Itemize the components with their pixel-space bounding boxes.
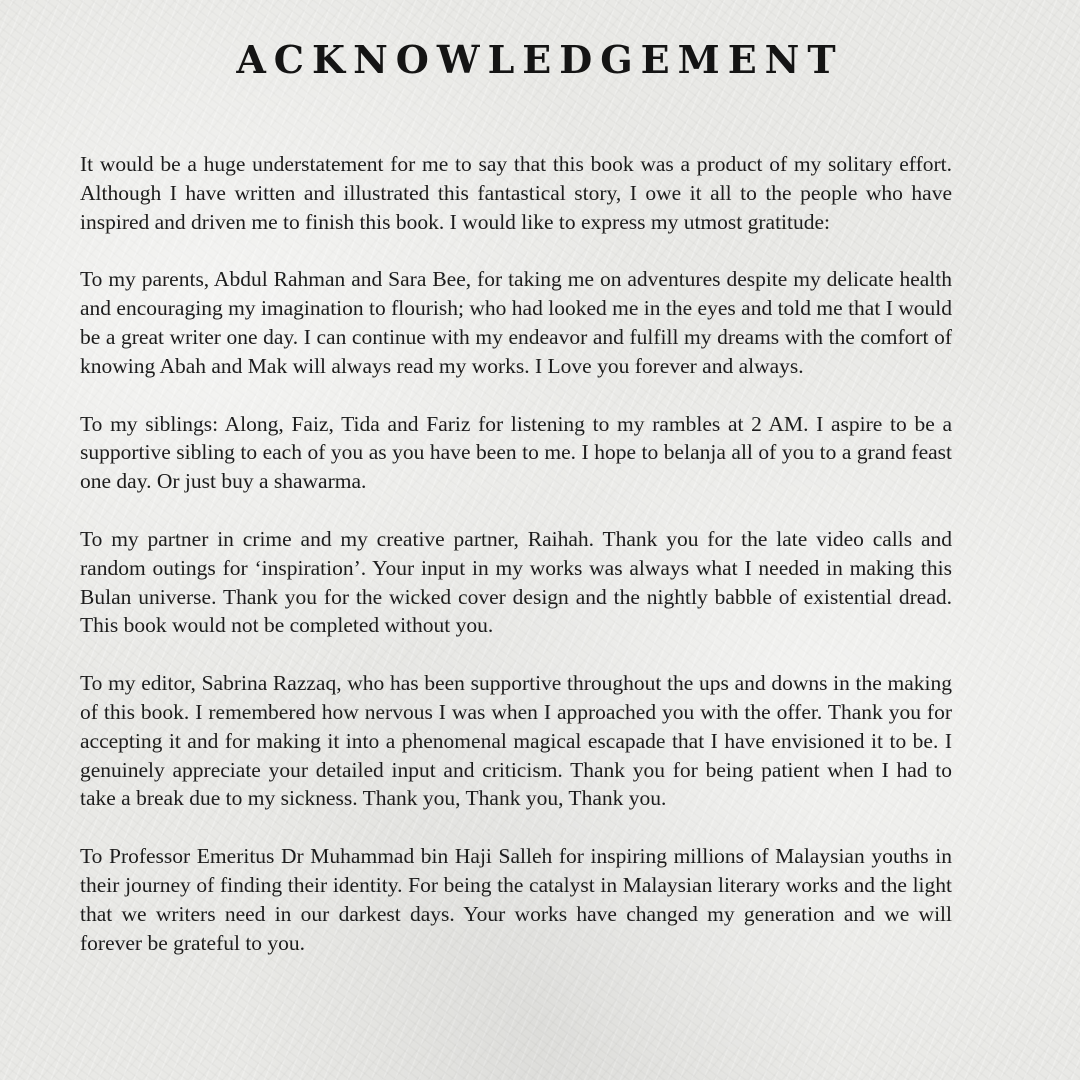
- paragraph-editor: To my editor, Sabrina Razzaq, who has been supportive throughout the ups and downs in the making of this book. I remembered how nervous I was when I approached you with the offer. Thank you for accepting it and for making it into a phenomenal magical escapade that I have envisioned it to be. I genuinely appreciate your detailed input and criticism. Thank you for being patient when I had to take a break due to my sickness. Thank you, Thank you, Thank you.: [80, 671, 952, 811]
- paragraph-professor: To Professor Emeritus Dr Muhammad bin Haji Salleh for inspiring millions of Malaysian youths in their journey of finding their identity. For being the catalyst in Malaysian literary works and the light that we writers need in our darkest days. Your works have changed my generation and we will forever be grateful to you.: [80, 844, 952, 955]
- page-title: ACKNOWLEDGEMENT: [236, 37, 844, 82]
- paragraph-intro: It would be a huge understatement for me to say that this book was a product of my solitary effort. Although I have written and illustrated this fantastical story, I owe it all to the people who have inspired and driven me to finish this book. I would like to express my utmost gratitude:: [80, 152, 952, 234]
- paragraph-partner: To my partner in crime and my creative partner, Raihah. Thank you for the late video calls and random outings for ‘inspiration’. Your input in my works was always what I needed in making this Bulan universe. Thank you for the wicked cover design and the nightly babble of existential dread. This book would not be completed without you.: [80, 526, 952, 638]
- acknowledgement-body: [80, 150, 952, 957]
- paragraph-parents: To my parents, Abdul Rahman and Sara Bee, for taking me on adventures despite my delicate health and encouraging my imagination to flourish; who had looked me in the eyes and told me that I would be a great writer one day. I can continue with my endeavor and fulfill my dreams with the comfort of knowing Abah and Mak will always read my works. I Love you forever and always.: [80, 267, 952, 378]
- paragraph-siblings: To my siblings: Along, Faiz, Tida and Fariz for listening to my rambles at 2 AM. I aspire to be a supportive sibling to each of you as you have been to me. I hope to belanja all of you to a grand feast one day. Or just buy a shawarma.: [80, 411, 952, 494]
